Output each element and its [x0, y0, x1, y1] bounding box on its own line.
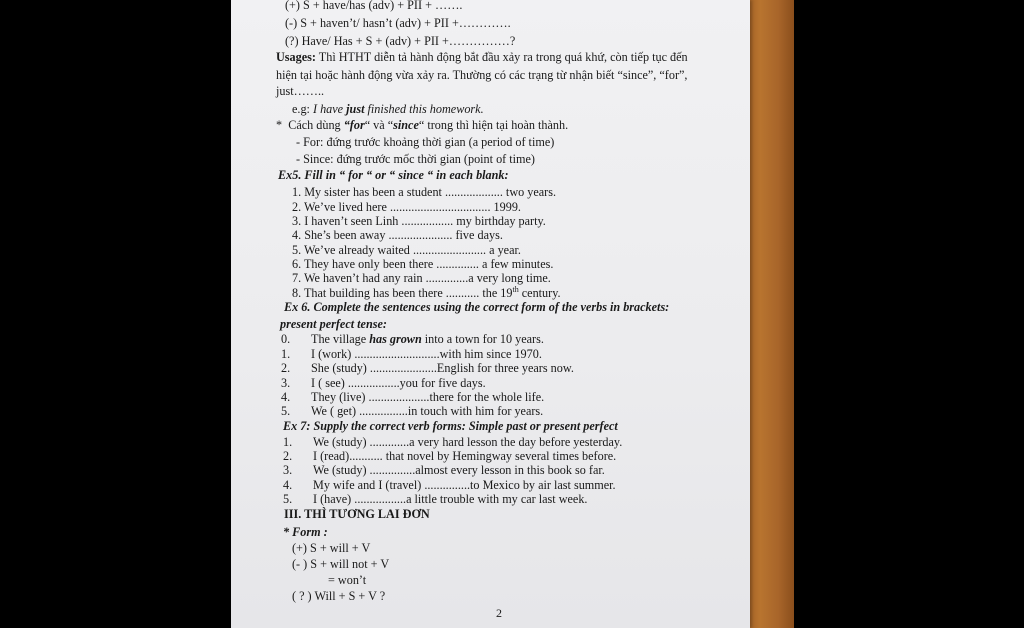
item-number: 3. [281, 376, 291, 390]
ex5-item: 6. They have only been there .............. a few minutes. [292, 257, 554, 271]
for-since-heading [276, 118, 568, 132]
item-text: I ( see) .................you for five days. [311, 376, 486, 390]
ex6-item [281, 376, 486, 390]
item-number: 0. [281, 332, 291, 346]
future-question: ( ? ) Will + S + V ? [292, 589, 386, 603]
ex5-item: 2. We’ve lived here ................................. 1999. [292, 200, 521, 214]
item-number: 2. [281, 361, 291, 375]
ex5-item: 5. We’ve already waited ........................ a year. [292, 243, 521, 257]
ex6-title-line-2: present perfect tense: [280, 317, 387, 331]
item-number: 2. [283, 449, 293, 463]
since-rule: - Since: đứng trước mốc thời gian (point of time) [296, 152, 535, 166]
future-negative: (- ) S + will not + V [292, 557, 390, 571]
ex6-title-line-1: Ex 6. Complete the sentences using the correct form of the verbs in brackets: [284, 300, 670, 314]
usages-text-1: Thì HTHT diễn tả hành động bắt đầu xảy ra trong quá khứ, còn tiếp tục đến [315, 50, 688, 64]
item-text: I (read)........... that novel by Hemingway several times before. [313, 449, 617, 463]
item-number: 5. [283, 492, 293, 506]
ex5-item-8 [292, 286, 561, 300]
item-number: 1. [283, 435, 293, 449]
ex6-item-0-answer: has grown [369, 332, 422, 346]
item-text: We (study) ...............almost every lesson in this book so far. [313, 463, 605, 477]
ex6-item [281, 390, 544, 404]
ex5-item: 4. She’s been away ..................... five days. [292, 228, 503, 242]
example-part-a: I have [312, 102, 347, 116]
ex7-item [283, 478, 616, 492]
ex7-title: Ex 7: Supply the correct verb forms: Simple past or present perfect [283, 419, 618, 433]
for-since-text-a: Cách dùng [288, 118, 344, 132]
ex6-item [281, 347, 542, 361]
ex6-item-0-text-a: The village [311, 332, 370, 346]
example-sentence [292, 102, 484, 116]
item-number: 4. [281, 390, 291, 404]
item-number: 4. [283, 478, 293, 492]
item-number: 5. [281, 404, 291, 418]
since-word: since [393, 118, 419, 132]
ex7-item [283, 449, 616, 463]
bullet-star: * [276, 118, 283, 132]
item-number: 1. [281, 347, 291, 361]
for-word: “for [343, 118, 365, 132]
ex5-item: 7. We haven’t had any rain ..............a very long time. [292, 271, 551, 285]
future-wont: = won’t [328, 573, 367, 587]
for-rule: - For: đứng trước khoảng thời gian (a period of time) [296, 135, 555, 149]
formula-question: (?) Have/ Has + S + (adv) + PII +……………? [285, 34, 516, 48]
for-since-text-c: “ trong thì hiện tại hoàn thành. [418, 118, 569, 132]
future-affirmative: (+) S + will + V [292, 541, 371, 555]
item-text: My wife and I (travel) ...............to Mexico by air last summer. [313, 478, 616, 492]
ex6-item [281, 404, 543, 418]
ex5-item-8-superscript: th [512, 284, 519, 294]
ex7-item [283, 435, 622, 449]
ex5-item-8-text-a: 8. That building has been there ........... the 19 [292, 286, 513, 300]
item-text: I (work) ............................with him since 1970. [311, 347, 542, 361]
item-number: 3. [283, 463, 293, 477]
item-text: She (study) ......................English for three years now. [311, 361, 574, 375]
ex6-item-0-text-c: into a town for 10 years. [421, 332, 544, 346]
example-prefix: e.g: [292, 102, 313, 116]
item-text: I (have) .................a little trouble with my car last week. [313, 492, 588, 506]
usages-line-1 [276, 50, 688, 64]
example-part-c: finished this homework. [364, 102, 484, 116]
formula-affirmative: (+) S + have/has (adv) + PII + ……. [285, 0, 463, 12]
section-3-title: III. THÌ TƯƠNG LAI ĐƠN [284, 507, 430, 521]
formula-negative: (-) S + haven’t/ hasn’t (adv) + PII +…………. [285, 16, 511, 30]
worksheet-page [231, 0, 750, 628]
item-text: We (study) .............a very hard lesson the day before yesterday. [313, 435, 623, 449]
ex5-item: 1. My sister has been a student ................... two years. [292, 185, 557, 199]
item-text: They (live) ....................there for the whole life. [311, 390, 545, 404]
usages-line-2: hiện tại hoặc hành động vừa xảy ra. Thường có các trạng từ nhận biết “since”, “for”, [276, 68, 688, 82]
example-part-b: just [346, 102, 365, 116]
form-label: * Form : [283, 525, 328, 539]
ex6-item [281, 361, 574, 375]
ex7-item [283, 463, 605, 477]
ex5-item: 3. I haven’t seen Linh ................. my birthday party. [292, 214, 546, 228]
usages-line-3: just…….. [276, 84, 325, 98]
for-since-text-b: “ và “ [364, 118, 394, 132]
item-text: We ( get) ................in touch with him for years. [311, 404, 544, 418]
ex7-item [283, 492, 587, 506]
ex6-item-0 [281, 332, 544, 346]
ex5-title: Ex5. Fill in “ for “ or “ since “ in each blank: [278, 168, 509, 182]
ex5-item-8-text-b: century. [518, 286, 561, 300]
usages-label: Usages: [276, 50, 316, 64]
page-number: 2 [496, 606, 502, 620]
